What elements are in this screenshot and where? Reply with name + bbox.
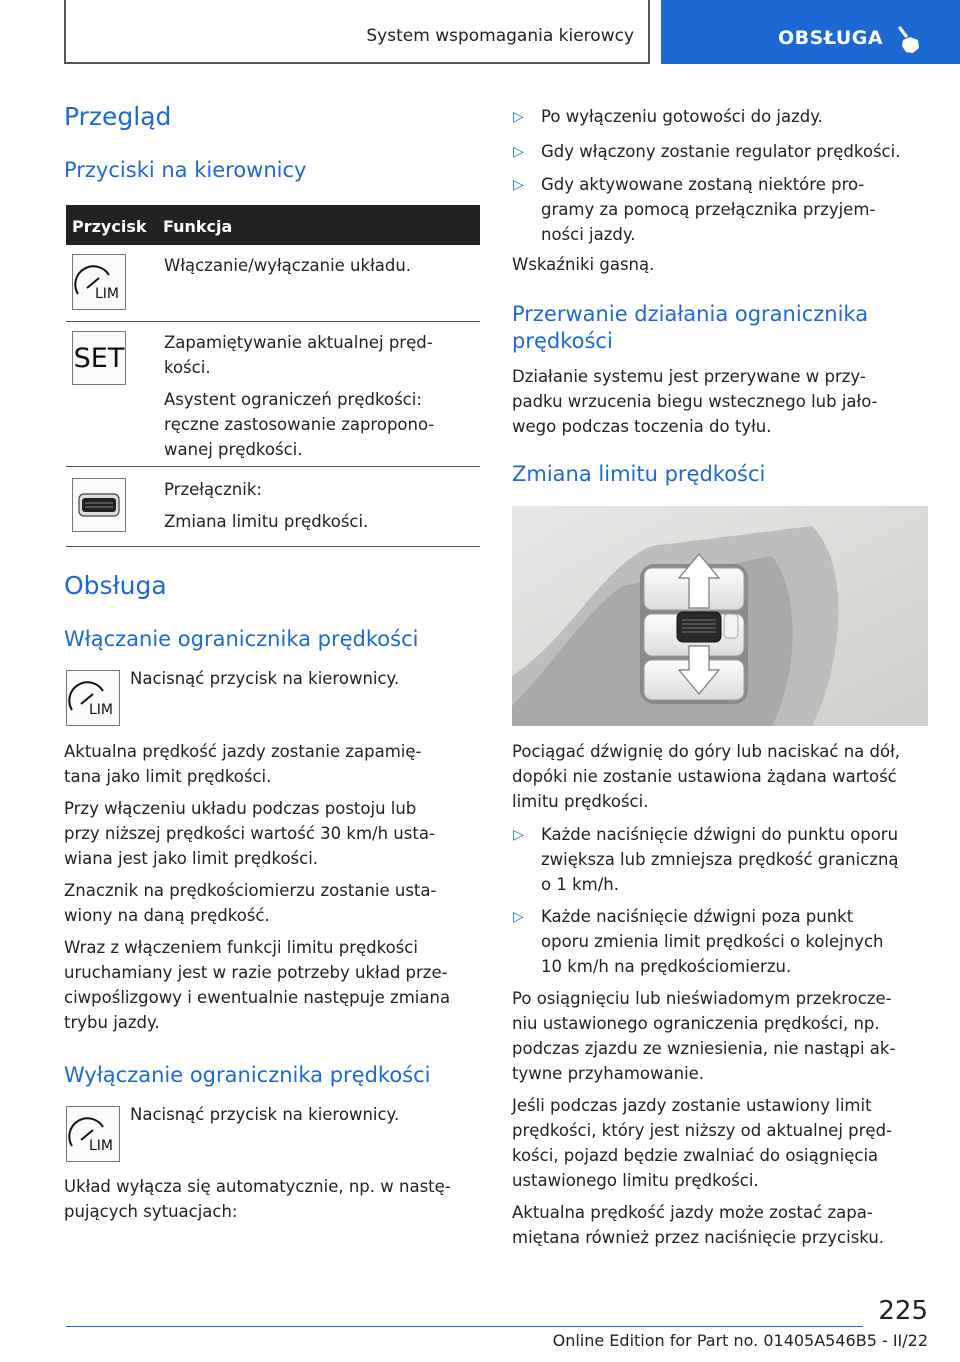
disable-step-text: Nacisnąć przycisk na kierownicy. (130, 1105, 400, 1124)
heading-enable-limiter: Włączanie ogranicznika prędkości (64, 627, 419, 651)
paragraph-line: wiony na daną prędkość. (64, 906, 270, 925)
paragraph-line: Przy włączeniu układu podczas postoju lub (64, 799, 417, 818)
header-chapter-label: OBSŁUGA (778, 27, 884, 49)
bullet-text: 10 km/h na prędkościomierzu. (541, 957, 792, 976)
paragraph-line: limitu prędkości. (512, 792, 649, 811)
footer-rule (66, 1326, 863, 1327)
table-row-divider (66, 546, 480, 547)
row2-function-text-2: kości. (164, 358, 211, 377)
lim-button-icon (72, 254, 126, 310)
paragraph-line: podczas zjazdu ze wzniesienia, nie nastąpi ak- (512, 1039, 896, 1058)
row3-function-text-1: Przełącznik: (164, 480, 262, 499)
lim-button-icon (66, 670, 120, 726)
header-rule-left (64, 0, 66, 64)
paragraph-line: Układ wyłącza się automatycznie, np. w nastę- (64, 1177, 451, 1196)
bullet-text: oporu zmienia limit prędkości o kolejnych (541, 932, 884, 951)
svg-text:LIM: LIM (89, 1138, 114, 1154)
bullet-triangle-icon: ▷ (513, 177, 524, 193)
row2-function-text-4: ręczne zastosowanie zapropono- (164, 415, 435, 434)
heading-disable-limiter: Wyłączanie ogranicznika prędkości (64, 1063, 431, 1087)
table-row-divider (66, 321, 480, 322)
paragraph-line: kości, pojazd będzie zwalniać do osiągnięcia (512, 1146, 879, 1165)
bullet-text: Po wyłączeniu gotowości do jazdy. (541, 107, 823, 126)
row3-function-text-2: Zmiana limitu prędkości. (164, 512, 369, 531)
enable-step-text: Nacisnąć przycisk na kierownicy. (130, 669, 400, 688)
paragraph-line: wiana jest jako limit prędkości. (64, 849, 319, 868)
table-header-function: Funkcja (163, 217, 233, 236)
bullet-text: ności jazdy. (541, 225, 636, 244)
paragraph-line: trybu jazdy. (64, 1013, 160, 1032)
table-header (66, 205, 480, 245)
bullet-text: Każde naciśnięcie dźwigni poza punkt (541, 907, 854, 926)
header-section-title: System wspomagania kierowcy (366, 26, 634, 46)
paragraph-line: Znacznik na prędkościomierzu zostanie usta- (64, 881, 437, 900)
paragraph-line: Pociągać dźwignię do góry lub naciskać na dół, (512, 742, 901, 761)
bullet-text: Każde naciśnięcie dźwigni do punktu oporu (541, 825, 899, 844)
paragraph-line: ciwpoślizgowy i ewentualnie następuje zmiana (64, 988, 451, 1007)
paragraph-line: Jeśli podczas jazdy zostanie ustawiony limit (512, 1096, 872, 1115)
footer-edition: Online Edition for Part no. 01405A546B5 - II/22 (552, 1331, 928, 1350)
bullet-triangle-icon: ▷ (513, 827, 524, 843)
bullet-text: Gdy aktywowane zostaną niektóre pro- (541, 175, 865, 194)
row1-function-text: Włączanie/wyłączanie układu. (164, 256, 412, 275)
paragraph-line: przy niższej prędkości wartość 30 km/h usta- (64, 824, 435, 843)
bullet-text: Gdy włączony zostanie regulator prędkości. (541, 142, 901, 161)
page-number: 225 (878, 1296, 928, 1326)
paragraph-line: prędkości, który jest niższy od aktualnej pręd- (512, 1121, 892, 1140)
paragraph-line: tywne przyhamowanie. (512, 1064, 705, 1083)
bullet-text: o 1 km/h. (541, 875, 619, 894)
paragraph-line: dopóki nie zostanie ustawiona żądana wartość (512, 767, 897, 786)
bullet-text: zwiększa lub zmniejsza prędkość graniczną (541, 850, 899, 869)
steering-wheel-switch-photo (512, 506, 928, 726)
paragraph-line: Aktualna prędkość jazdy zostanie zapamię- (64, 742, 422, 761)
row2-function-text-1: Zapamiętywanie aktualnej pręd- (164, 333, 433, 352)
paragraph-line: padku wrzucenia biegu wstecznego lub jało- (512, 392, 878, 411)
svg-text:LIM: LIM (95, 286, 120, 302)
table-header-button: Przycisk (72, 217, 147, 236)
heading-overview: Przegląd (64, 102, 172, 131)
bullet-triangle-icon: ▷ (513, 909, 524, 925)
heading-operation: Obsługa (64, 571, 167, 600)
heading-interrupt-limiter: prędkości (512, 329, 613, 353)
heading-interrupt-limiter: Przerwanie działania ogranicznika (512, 302, 869, 326)
paragraph-line: Działanie systemu jest przerywane w przy- (512, 367, 866, 386)
paragraph-line: wego podczas toczenia do tyłu. (512, 417, 772, 436)
paragraph-line: Wraz z włączeniem funkcji limitu prędkości (64, 938, 418, 957)
paragraph-line: pujących sytuacjach: (64, 1202, 238, 1221)
header-rule-bottom (64, 62, 649, 64)
paragraph-line: ustawionego limitu prędkości. (512, 1171, 759, 1190)
heading-steering-buttons: Przyciski na kierownicy (64, 158, 307, 182)
indicators-text: Wskaźniki gasną. (512, 255, 655, 274)
paragraph-line: miętana również przez naciśnięcie przycisku. (512, 1228, 885, 1247)
set-button-icon: SET (72, 331, 126, 385)
paragraph-line: Po osiągnięciu lub nieświadomym przekrocze- (512, 989, 892, 1008)
header-rule-mid (648, 0, 650, 64)
paragraph-line: niu ustawionego ograniczenia prędkości, np. (512, 1014, 880, 1033)
paragraph-line: Aktualna prędkość jazdy może zostać zapa- (512, 1203, 873, 1222)
paragraph-line: tana jako limit prędkości. (64, 767, 272, 786)
bullet-triangle-icon: ▷ (513, 109, 524, 125)
hand-pointer-icon (896, 26, 922, 54)
row2-function-text-3: Asystent ograniczeń prędkości: (164, 390, 422, 409)
paragraph-line: uruchamiany jest w razie potrzeby układ prze- (64, 963, 448, 982)
heading-change-limit: Zmiana limitu prędkości (512, 462, 766, 486)
row2-function-text-5: wanej prędkości. (164, 440, 303, 459)
svg-text:LIM: LIM (89, 702, 114, 718)
rocker-switch-icon (72, 478, 126, 532)
lim-button-icon (66, 1106, 120, 1162)
bullet-text: gramy za pomocą przełącznika przyjem- (541, 200, 876, 219)
bullet-triangle-icon: ▷ (513, 144, 524, 160)
table-row-divider (66, 466, 480, 467)
